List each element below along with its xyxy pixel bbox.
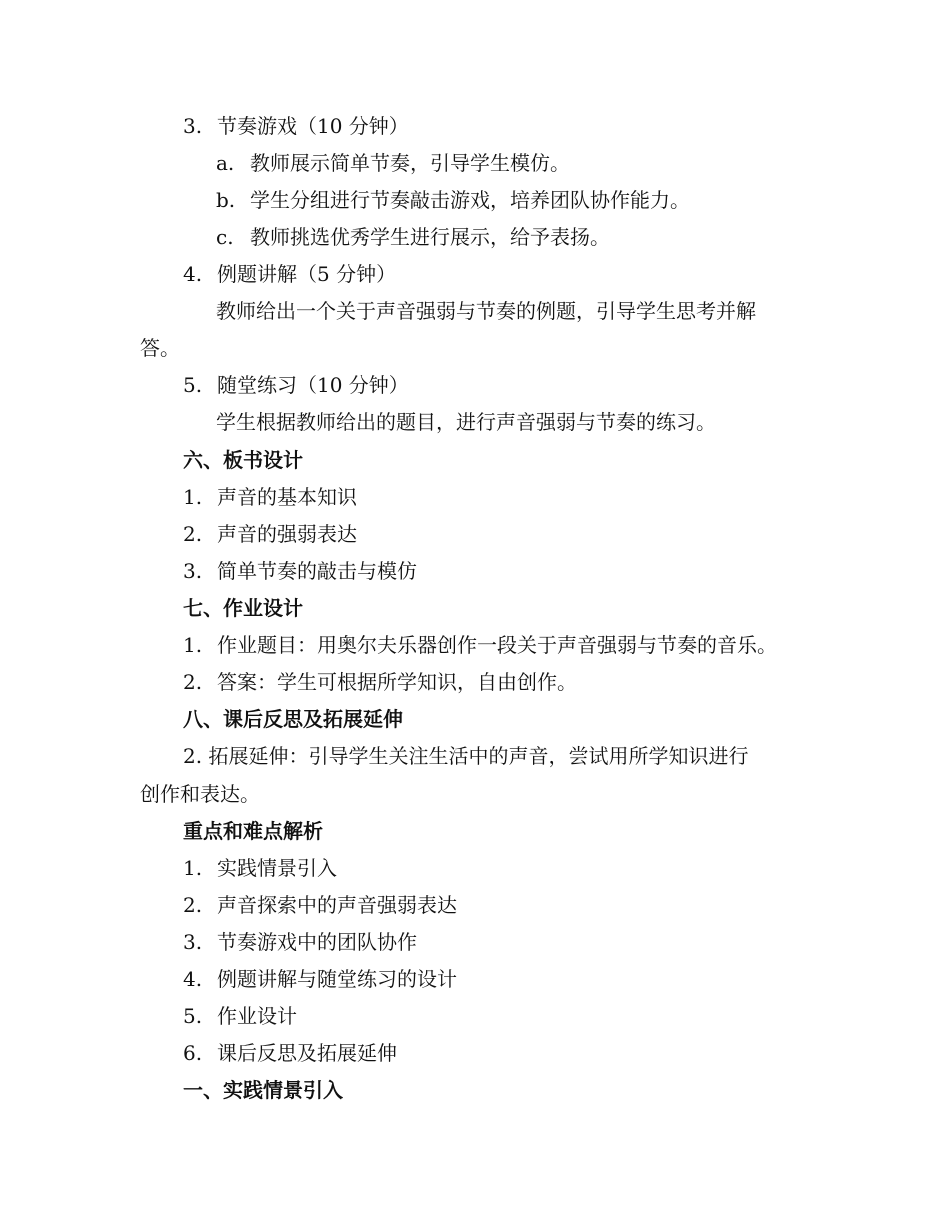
section-3-title-text: 节奏游戏（10 分钟） <box>217 114 409 138</box>
list-item-marker: 6. <box>183 1041 203 1065</box>
list-item-text: 例题讲解与随堂练习的设计 <box>217 967 457 991</box>
list-item-text: 教师展示简单节奏，引导学生模仿。 <box>250 151 570 175</box>
list-item-marker: 1. <box>183 856 203 880</box>
list-item <box>183 965 457 993</box>
section-4-number: 4. <box>183 262 203 286</box>
list-item <box>216 186 690 214</box>
section-heading: 一、实践情景引入 <box>183 1078 343 1102</box>
list-item-marker: b. <box>216 188 236 212</box>
board-heading: 六、板书设计 <box>183 448 303 472</box>
list-item <box>183 668 577 696</box>
list-item-text: 课后反思及拓展延伸 <box>217 1041 397 1065</box>
section-3-title <box>183 112 409 140</box>
list-item-marker: 4. <box>183 967 203 991</box>
list-item <box>183 483 357 511</box>
list-item <box>216 149 570 177</box>
reflection-heading: 八、课后反思及拓展延伸 <box>183 707 403 731</box>
paragraph-line: 教师给出一个关于声音强弱与节奏的例题，引导学生思考并解 <box>216 299 756 323</box>
list-item-marker: 3. <box>183 559 203 583</box>
section-5-number: 5. <box>183 373 203 397</box>
list-item-marker: 2. <box>183 893 203 917</box>
list-item-marker: c. <box>216 225 234 249</box>
list-item-text: 实践情景引入 <box>217 856 337 880</box>
list-item-marker: 2. <box>183 522 203 546</box>
list-item-marker: 1. <box>183 485 203 509</box>
list-item-text: 学生分组进行节奏敲击游戏，培养团队协作能力。 <box>250 188 690 212</box>
list-item-text: 声音的强弱表达 <box>217 522 357 546</box>
list-item <box>216 223 610 251</box>
section-3-number: 3. <box>183 114 203 138</box>
list-item <box>183 557 417 585</box>
list-item <box>183 928 417 956</box>
section-5-title-text: 随堂练习（10 分钟） <box>217 373 409 397</box>
list-item-marker: 2. <box>183 670 203 694</box>
paragraph-line: 答。 <box>140 336 180 360</box>
list-item <box>183 631 777 659</box>
list-item <box>183 854 337 882</box>
homework-heading: 七、作业设计 <box>183 596 303 620</box>
list-item-text: 简单节奏的敲击与模仿 <box>217 559 417 583</box>
section-4-title <box>183 260 396 288</box>
paragraph-line: 创作和表达。 <box>140 782 260 806</box>
list-item <box>183 520 357 548</box>
list-item-text: 作业题目：用奥尔夫乐器创作一段关于声音强弱与节奏的音乐。 <box>217 633 777 657</box>
list-item-text: 教师挑选优秀学生进行展示，给予表扬。 <box>250 225 610 249</box>
paragraph-line: 学生根据教师给出的题目，进行声音强弱与节奏的练习。 <box>216 410 716 434</box>
list-item-text: 作业设计 <box>217 1004 297 1028</box>
list-item-text: 节奏游戏中的团队协作 <box>217 930 417 954</box>
list-item <box>183 1039 397 1067</box>
list-item-marker: 5. <box>183 1004 203 1028</box>
keypoints-heading: 重点和难点解析 <box>183 819 323 843</box>
list-item-text: 声音的基本知识 <box>217 485 357 509</box>
list-item-text: 声音探索中的声音强弱表达 <box>217 893 457 917</box>
list-item <box>183 1002 297 1030</box>
list-item-marker: a. <box>216 151 235 175</box>
list-item-marker: 3. <box>183 930 203 954</box>
list-item <box>183 891 457 919</box>
paragraph-line: 2. 拓展延伸：引导学生关注生活中的声音，尝试用所学知识进行 <box>183 744 749 768</box>
section-5-title <box>183 371 409 399</box>
section-4-title-text: 例题讲解（5 分钟） <box>217 262 397 286</box>
list-item-marker: 1. <box>183 633 203 657</box>
list-item-text: 答案：学生可根据所学知识，自由创作。 <box>217 670 577 694</box>
